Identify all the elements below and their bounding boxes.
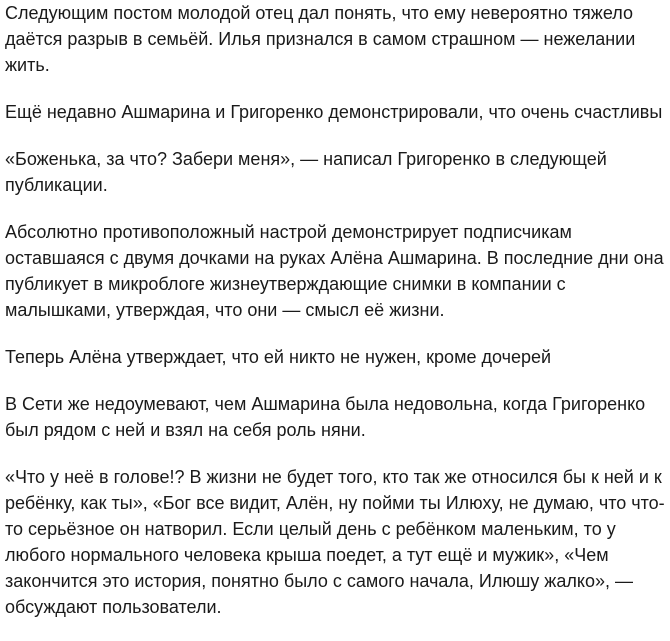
article-body: [5, 0, 667, 641]
paragraph-intro: Следующим постом молодой отец дал понять, что ему невероятно тяжело даётся разрыв в семьёй. Илья признался в самом страшном — нежелании жить.: [5, 3, 636, 75]
paragraph-ashmarina-mood: Абсолютно противоположный настрой демонстрирует подписчикам оставшаяся с двумя дочками на руках Алёна Ашмарина. В последние дни она публикует в микроблоге жизнеутверждающие снимки в компании с малышками, утверждая, что они — смысл её жизни.: [5, 222, 664, 320]
paragraph-quote-grigorenko: «Боженька, за что? Забери меня», — написал Григоренко в следующей публикации.: [5, 149, 607, 195]
paragraph-caption-daughters: Теперь Алёна утверждает, что ей никто не нужен, кроме дочерей: [5, 347, 552, 367]
paragraph-network-reaction: В Сети же недоумевают, чем Ашмарина была недовольна, когда Григоренко был рядом с ней и взял на себя роль няни.: [5, 394, 646, 440]
paragraph-user-comments: «Что у неё в голове!? В жизни не будет того, кто так же относился бы к ней и к ребёнку, как ты», «Бог все видит, Алён, ну пойми ты Илюху, не думаю, что что-то серьёзное он натворил. Если целый день с ребёнком маленьким, то у любого нормального человека крыша поедет, а тут ещё и мужик», «Чем закончится это история, понятно было с самого начала, Илюшу жалко», — обсуждают пользователи.: [5, 467, 665, 617]
paragraph-caption-happy: Ещё недавно Ашмарина и Григоренко демонстрировали, что очень счастливы: [5, 102, 663, 122]
